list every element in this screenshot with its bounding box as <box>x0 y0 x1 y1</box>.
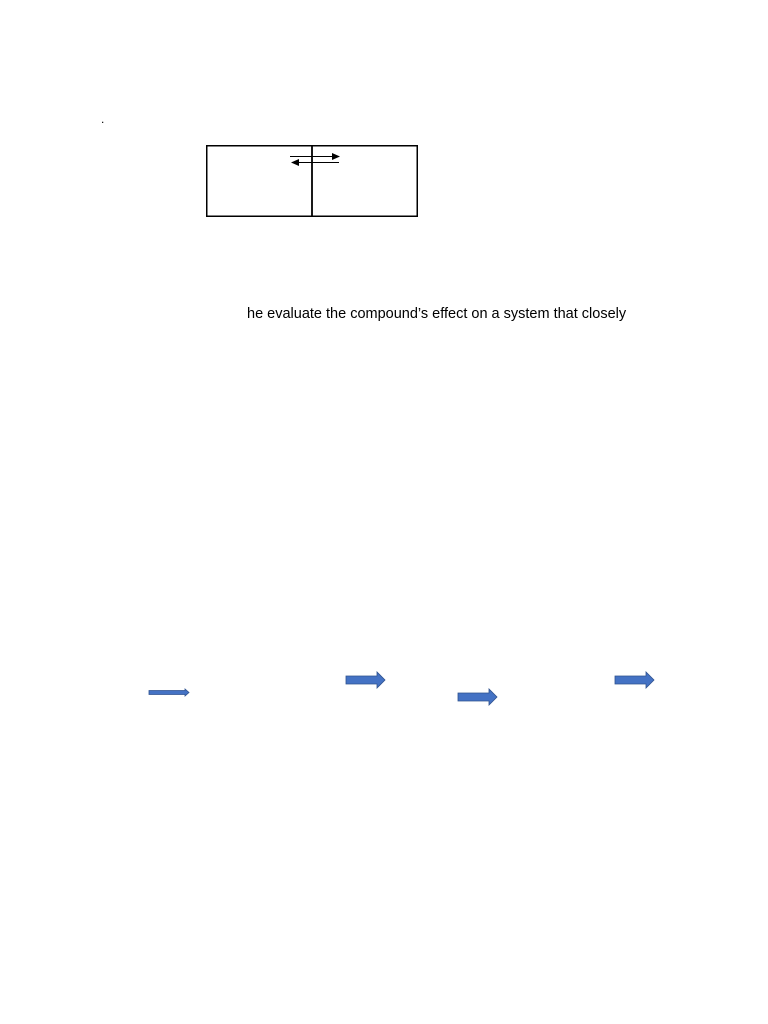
forward-arrow-icon <box>290 153 340 160</box>
body-text-line: he evaluate the compound’s effect on a system that closely <box>247 306 627 322</box>
flow-arrows-row <box>0 660 768 720</box>
two-compartment-diagram <box>206 145 418 217</box>
thin-right-arrow-icon <box>149 689 189 696</box>
reverse-arrow-icon <box>291 159 339 166</box>
stray-mark: . <box>101 112 105 126</box>
block-right-arrow-icon <box>458 689 497 705</box>
block-right-arrow-icon <box>346 672 385 688</box>
block-right-arrow-icon <box>615 672 654 688</box>
